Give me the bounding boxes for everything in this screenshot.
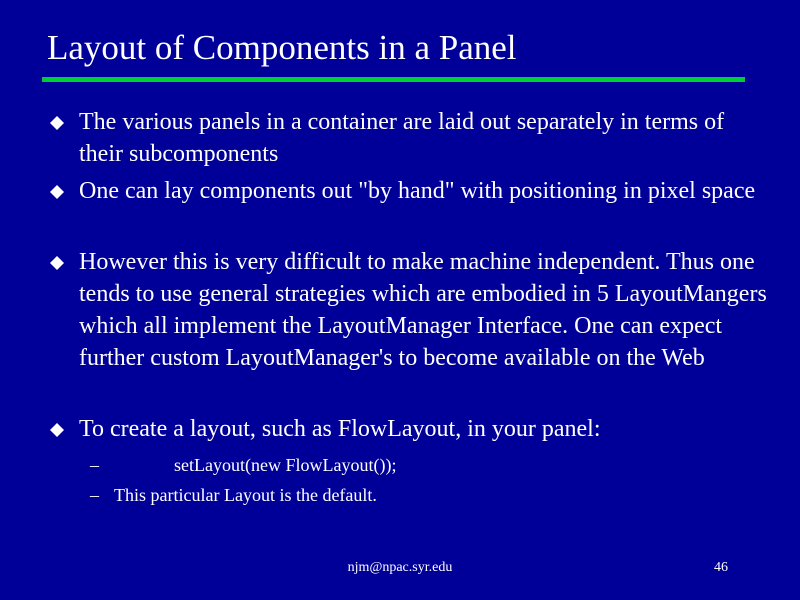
diamond-bullet-icon	[50, 423, 64, 437]
diamond-bullet-icon	[50, 256, 64, 270]
sub-bullet-code: setLayout(new FlowLayout());	[174, 455, 397, 475]
sub-bullet-dash: –	[90, 485, 99, 505]
sub-bullet-dash: –	[90, 455, 99, 475]
bullet-item: The various panels in a container are laid out separately in terms of their subcomponents	[79, 109, 725, 167]
sub-bullet-text: This particular Layout is the default.	[114, 485, 377, 505]
slide-title: Layout of Components in a Panel	[47, 28, 517, 67]
title-underline	[42, 77, 745, 82]
diamond-bullet-icon	[50, 185, 64, 199]
diamond-bullet-icon	[50, 116, 64, 130]
bullet-item: To create a layout, such as FlowLayout, in your panel:	[79, 416, 601, 442]
bullet-item: One can lay components out "by hand" with positioning in pixel space	[79, 178, 756, 204]
page-number: 46	[714, 560, 728, 575]
bullet-item: However this is very difficult to make machine independent. Thus one tends to use general strategies which are embodied in 5 LayoutMangers which all implement the LayoutManager Interface. One can expect further custom LayoutManager's to become available on the Web	[79, 249, 767, 371]
footer-email: njm@npac.syr.edu	[347, 560, 453, 575]
